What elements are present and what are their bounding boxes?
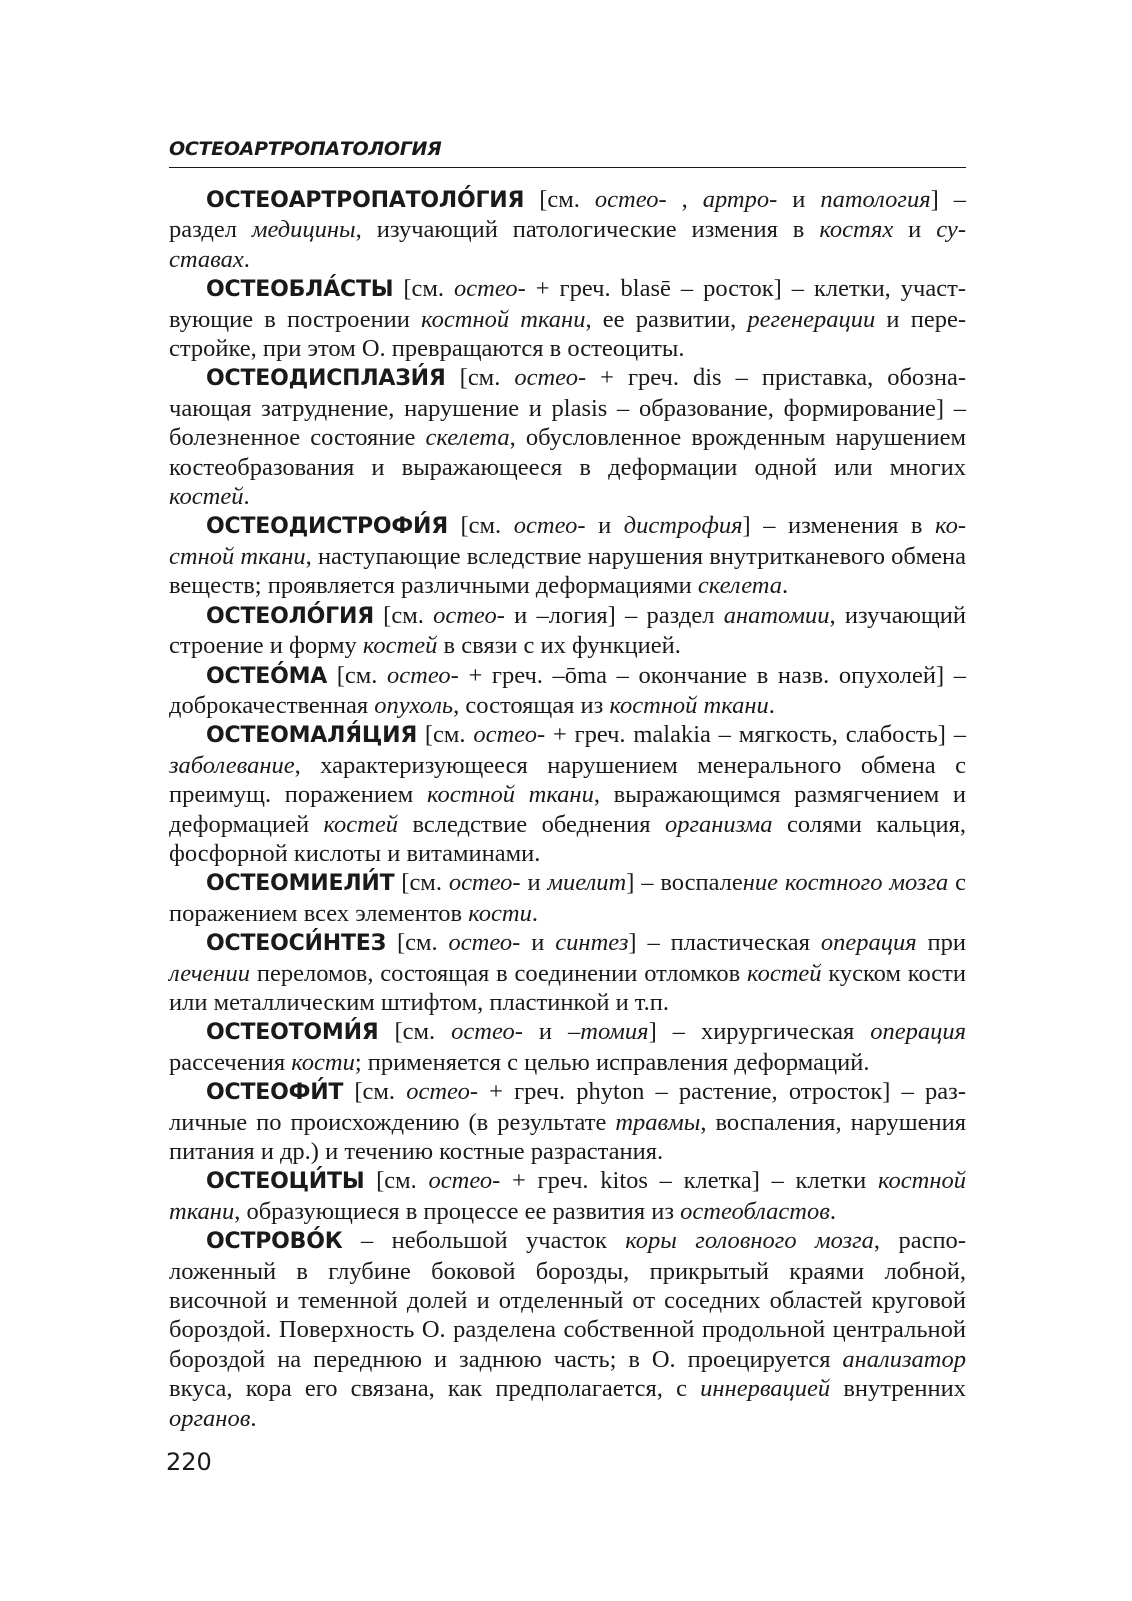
entry-italic-term: костей — [169, 483, 244, 511]
entry-italic-term: коры головного мозга — [625, 1227, 874, 1255]
entry-text: , характеризующееся нарушением менерального обмена с преимущ. поражением — [169, 751, 966, 809]
entry-text: и — [520, 869, 548, 897]
entry-text: [см. — [364, 1167, 429, 1195]
dictionary-entry — [169, 185, 966, 274]
entry-text: . — [243, 245, 250, 273]
entry-text: , состоящая из — [453, 691, 610, 719]
entry-italic-term: синтез — [555, 929, 629, 957]
entry-text: внутренних — [830, 1375, 966, 1403]
entry-text: [см. — [394, 869, 449, 897]
entry-text: ; применяется с целью исправления деформаций. — [354, 1048, 870, 1076]
entry-text: и перестройке, при этом О. превращаются в остеоциты. — [169, 305, 966, 363]
entry-italic-term: патология — [820, 186, 931, 213]
entry-italic-term: дистрофия — [623, 512, 743, 540]
entry-text: [см. — [378, 1018, 452, 1046]
entry-headword: ОСТЕОСИ́НТЕЗ — [206, 931, 387, 957]
entry-text: , выражающимся размягчением и деформацией — [169, 781, 966, 838]
dictionary-entry — [169, 1017, 966, 1077]
entry-text: и — [585, 512, 624, 540]
entry-text: , ее развитии, — [585, 305, 748, 333]
entry-italic-term: операция — [870, 1018, 966, 1046]
entry-headword: ОСТЕОТОМИ́Я — [206, 1020, 379, 1046]
entry-text: переломов, состоящая в соединении отломков — [250, 959, 748, 987]
entry-italic-term: скелета — [697, 572, 782, 600]
entry-italic-term: миелит — [547, 869, 627, 897]
entry-italic-term: кости — [291, 1048, 355, 1076]
entry-text: при — [916, 929, 966, 957]
entry-italic-term: организма — [664, 810, 773, 838]
entry-text: , — [666, 186, 703, 213]
entry-italic-term: остео- — [594, 186, 667, 213]
entry-headword: ОСТЕО́МА — [206, 663, 328, 689]
dictionary-entry — [169, 661, 966, 721]
entry-text: и –логия] – раздел — [504, 601, 724, 629]
dictionary-entry — [169, 868, 966, 928]
entry-italic-term: травмы — [615, 1108, 701, 1136]
entry-italic-term: костной ткани — [169, 1167, 966, 1225]
entry-text: [см. — [327, 661, 388, 689]
dictionary-entry — [169, 601, 966, 661]
entry-text: [см. — [393, 275, 455, 303]
entry-italic-term: остео- — [433, 601, 505, 629]
entry-text: и — [893, 216, 937, 244]
page-number: 220 — [166, 1448, 212, 1476]
entry-text: с поражением всех элементов — [169, 869, 966, 927]
entry-headword: ОСТЕОМАЛЯ́ЦИЯ — [206, 723, 418, 749]
dictionary-entry — [169, 274, 966, 363]
entry-italic-term: костной ткани — [609, 691, 769, 719]
entry-text: . — [768, 691, 775, 719]
entry-text: , образующиеся в процессе ее развития из — [234, 1197, 681, 1225]
entry-italic-term: костях — [819, 216, 894, 244]
dictionary-entry — [169, 1077, 966, 1166]
dictionary-entry — [169, 363, 966, 511]
entry-text: + греч. phyton – растение, отросток] – различные по происхождению (в результате — [169, 1078, 966, 1136]
entry-text: [см. — [447, 512, 514, 540]
entry-italic-term: костной ткани — [421, 305, 586, 333]
dictionary-entry — [169, 1166, 966, 1226]
entry-text: , воспаления, нарушения питания и др.) и течению костные разрастания. — [169, 1108, 966, 1165]
entry-italic-term: остеобластов — [680, 1197, 830, 1225]
entry-text: [см. — [386, 929, 449, 957]
entry-italic-term: опухоль — [374, 691, 454, 719]
entry-text: . — [781, 572, 789, 600]
entry-text: [см. — [343, 1078, 407, 1106]
entry-italic-term: анализатор — [842, 1345, 966, 1373]
entry-text: и — [777, 186, 821, 213]
dictionary-entries — [169, 185, 966, 1433]
entry-italic-term: костей — [362, 632, 438, 660]
entry-italic-term: –томия — [568, 1018, 649, 1046]
entry-text: , наступающие вследствие нарушения внутритканевого обмена веществ; проявляется различными деформациями — [169, 542, 967, 600]
entry-text: . — [250, 1404, 257, 1432]
entry-headword: ОСТЕОЛО́ГИЯ — [206, 603, 374, 629]
entry-text: ] – пластическая — [628, 929, 821, 957]
dictionary-entry — [169, 720, 966, 868]
entry-text: рассечения — [169, 1048, 292, 1076]
entry-text: , изучающий патологические измения в — [355, 216, 820, 244]
entry-text: ] – хирургическая — [648, 1018, 871, 1046]
entry-text: – небольшой участок — [342, 1227, 626, 1255]
entry-italic-term: суставах — [169, 216, 966, 273]
entry-text: вкуса, кора его связана, как предполагается, с — [169, 1375, 701, 1403]
entry-italic-term: иннервацией — [700, 1375, 831, 1403]
entry-text: + греч. kitos – клетка] – клетки — [500, 1167, 878, 1195]
entry-text: [см. — [373, 601, 434, 629]
entry-italic-term: лечении — [169, 959, 251, 987]
entry-text: [см. — [445, 364, 515, 392]
entry-italic-term: костной ткани — [426, 781, 594, 809]
entry-italic-term: медицины — [251, 216, 356, 244]
entry-italic-term: остео- — [448, 869, 521, 897]
entry-headword: ОСТЕОЦИ́ТЫ — [206, 1169, 365, 1195]
entry-text: в связи с их функцией. — [437, 632, 681, 660]
entry-italic-term: остео- — [513, 512, 586, 540]
entry-text: , расположенный в глубине боковой борозды, прикрытый краями лобной, височной и теменной долей и отделенный от соседних областей круговой бороздой. Поверхность О. разделена собственной продольной центральной бороздой на переднюю и заднюю часть; в О. проецируется — [169, 1227, 966, 1373]
entry-text: . — [531, 899, 538, 927]
entry-italic-term: скелета — [425, 424, 510, 452]
entry-text: , обусловленное врожденным нарушением костеобразования и выражающееся в деформации одной или многих — [169, 424, 966, 481]
running-head: ОСТЕОАРТРОПАТОЛОГИЯ — [169, 138, 966, 168]
entry-italic-term: остео- — [448, 929, 521, 957]
entry-italic-term: остео- — [451, 1018, 523, 1046]
entry-italic-term: заболевание — [169, 751, 295, 779]
entry-text: , изучающий строение и форму — [169, 601, 966, 660]
entry-text: ] – раздел — [169, 186, 966, 244]
entry-headword: ОСТРОВО́К — [206, 1229, 343, 1255]
entry-italic-term: костной ткани — [169, 512, 966, 570]
entry-italic-term: остео- — [428, 1167, 501, 1195]
entry-headword: ОСТЕОМИЕЛИ́Т — [206, 871, 395, 897]
entry-italic-term: органов — [169, 1404, 251, 1432]
entry-headword: ОСТЕОАРТРОПАТОЛО́ГИЯ — [206, 188, 525, 213]
entry-italic-term: кости — [468, 899, 532, 927]
entry-italic-term: остео- — [387, 661, 459, 689]
entry-text: + греч. –ōma – окончание в назв. опухолей] – доброкачественная — [169, 661, 966, 719]
entry-text: + греч. blasē – росток] – клетки, участвующие в построении — [169, 275, 966, 333]
entry-text: + греч. malakia – мягкость, слабость] – — [545, 721, 966, 749]
entry-italic-term: регенерации — [747, 305, 876, 333]
entry-text: куском кости или металлическим штифтом, пластинкой и т.п. — [169, 959, 967, 1016]
entry-text: и — [522, 1018, 569, 1046]
entry-text: [см. — [524, 186, 595, 213]
dictionary-entry — [169, 1226, 966, 1433]
entry-text: . — [243, 483, 250, 511]
entry-italic-term: анатомии — [723, 601, 830, 629]
entry-italic-term: артро- — [702, 186, 778, 213]
entry-text: ] – изменения в — [742, 512, 936, 540]
entry-italic-term: остео- — [473, 721, 546, 749]
entry-italic-term: остео- — [454, 275, 526, 303]
dictionary-entry — [169, 928, 966, 1017]
page-body — [169, 138, 966, 1433]
entry-headword: ОСТЕОФИ́Т — [206, 1080, 344, 1106]
entry-text: + греч. dis – приставка, обозначающая затруднение, нарушение и plasis – образование, формирование] – болезненное состояние — [169, 364, 967, 452]
entry-headword: ОСТЕОДИСПЛАЗИ́Я — [206, 366, 446, 392]
entry-italic-term: костей — [747, 959, 822, 987]
entry-text: [см. — [417, 721, 474, 749]
entry-headword: ОСТЕОДИСТРОФИ́Я — [206, 514, 448, 540]
entry-italic-term: костей — [323, 810, 399, 838]
entry-text: . — [829, 1197, 836, 1225]
dictionary-entry — [169, 511, 966, 600]
entry-text: и — [520, 929, 556, 957]
entry-italic-term: остео- — [406, 1078, 478, 1106]
entry-italic-term: ние костного мозга — [742, 869, 949, 897]
entry-italic-term: операция — [820, 929, 917, 957]
entry-headword: ОСТЕОБЛА́СТЫ — [206, 277, 394, 303]
entry-text: вследствие обеднения — [398, 810, 665, 838]
entry-text: солями кальция, фосфорной кислоты и витаминами. — [169, 810, 966, 867]
entry-text: ] – воспале — [626, 869, 743, 897]
entry-italic-term: остео- — [514, 364, 587, 392]
